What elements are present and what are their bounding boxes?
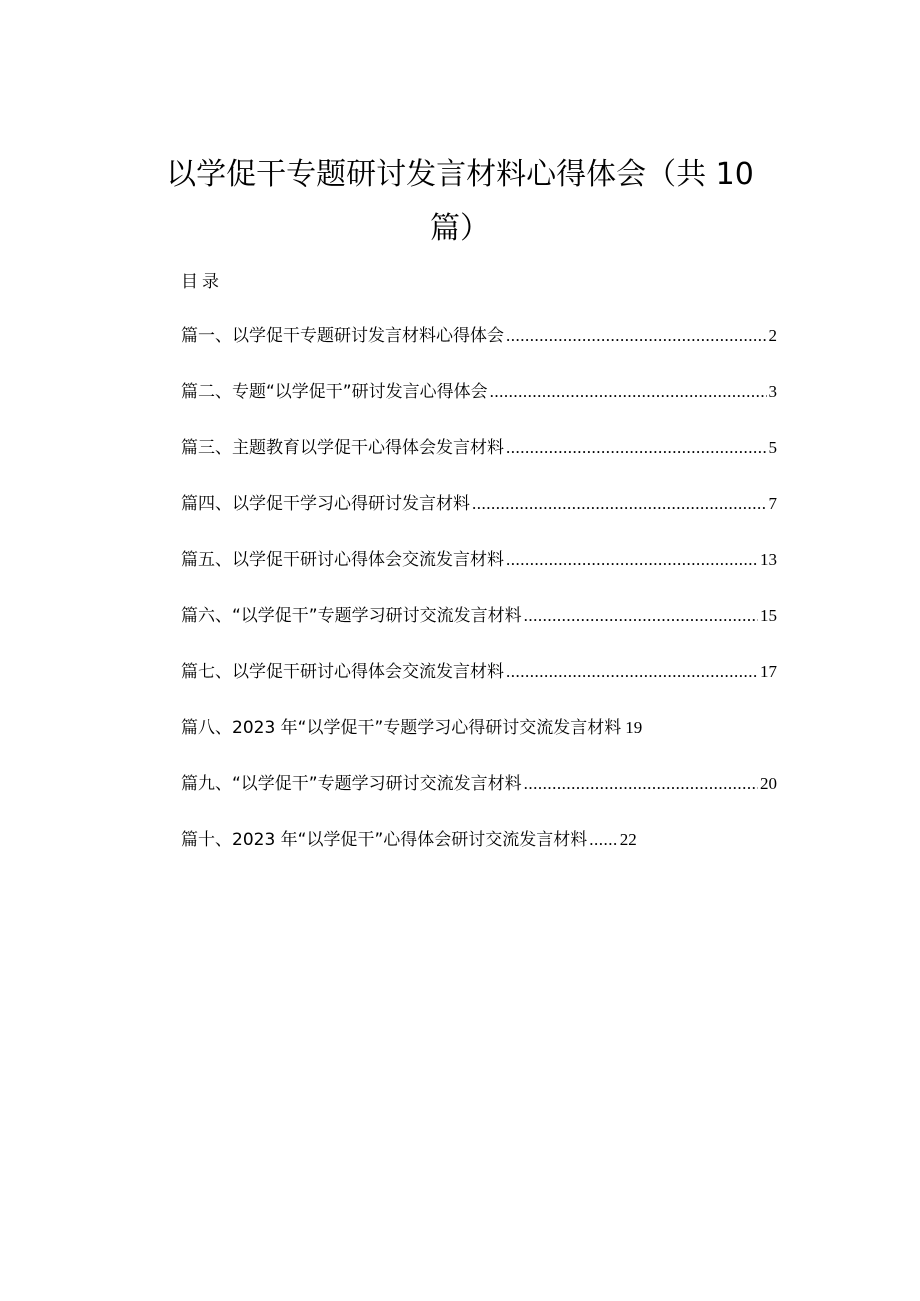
toc-entry-9[interactable]	[181, 770, 777, 826]
toc-entry-4[interactable]	[181, 490, 777, 546]
toc-entry-label: 篇七、以学促干研讨心得体会交流发言材料	[181, 662, 504, 682]
toc-entry-2[interactable]	[181, 378, 777, 434]
toc-leader-dots	[524, 770, 758, 798]
toc-entry-8[interactable]	[181, 714, 777, 770]
toc-leader-dots	[506, 322, 767, 350]
toc-entry-10[interactable]	[181, 826, 777, 882]
toc-heading: 目录	[181, 272, 223, 292]
toc-entry-label: 篇九、“以学促干”专题学习研讨交流发言材料	[181, 774, 522, 794]
toc-entry-7[interactable]	[181, 658, 777, 714]
toc-leader-dots	[506, 546, 758, 574]
toc-page-number: 7	[768, 494, 777, 513]
toc-page-number: 22	[619, 830, 637, 849]
toc-page-number: 17	[760, 662, 777, 681]
document-title	[100, 148, 820, 256]
toc-page-number: 5	[768, 438, 777, 457]
toc-entry-5[interactable]	[181, 546, 777, 602]
toc-entry-label: 篇十、2023 年“以学促干”心得体会研讨交流发言材料	[181, 830, 588, 850]
toc-page-number: 15	[760, 606, 777, 625]
toc-leader-dots	[472, 490, 767, 518]
toc-entry-label: 篇三、主题教育以学促干心得体会发言材料	[181, 438, 504, 458]
title-line-1: 以学促干专题研讨发言材料心得体会（共 10	[166, 157, 754, 193]
toc-leader-dots	[589, 826, 618, 854]
toc-leader-dots	[506, 658, 758, 686]
table-of-contents	[181, 322, 777, 882]
toc-entry-6[interactable]	[181, 602, 777, 658]
toc-leader-dots	[490, 378, 767, 406]
toc-page-number: 2	[768, 326, 777, 345]
toc-page-number: 13	[760, 550, 777, 569]
toc-page-number: 3	[768, 382, 777, 401]
toc-entry-label: 篇一、以学促干专题研讨发言材料心得体会	[181, 326, 504, 346]
toc-leader-dots	[506, 434, 767, 462]
toc-entry-label: 篇四、以学促干学习心得研讨发言材料	[181, 494, 470, 514]
toc-leader-dots	[524, 602, 758, 630]
toc-entry-1[interactable]	[181, 322, 777, 378]
toc-entry-3[interactable]	[181, 434, 777, 490]
toc-entry-label: 篇六、“以学促干”专题学习研讨交流发言材料	[181, 606, 522, 626]
toc-page-number: 19	[625, 718, 643, 737]
toc-page-number: 20	[760, 774, 777, 793]
toc-entry-label: 篇八、2023 年“以学促干”专题学习心得研讨交流发言材料	[181, 718, 622, 738]
title-line-2: 篇）	[430, 211, 490, 247]
toc-entry-label: 篇五、以学促干研讨心得体会交流发言材料	[181, 550, 504, 570]
toc-entry-label: 篇二、专题“以学促干”研讨发言心得体会	[181, 382, 488, 402]
